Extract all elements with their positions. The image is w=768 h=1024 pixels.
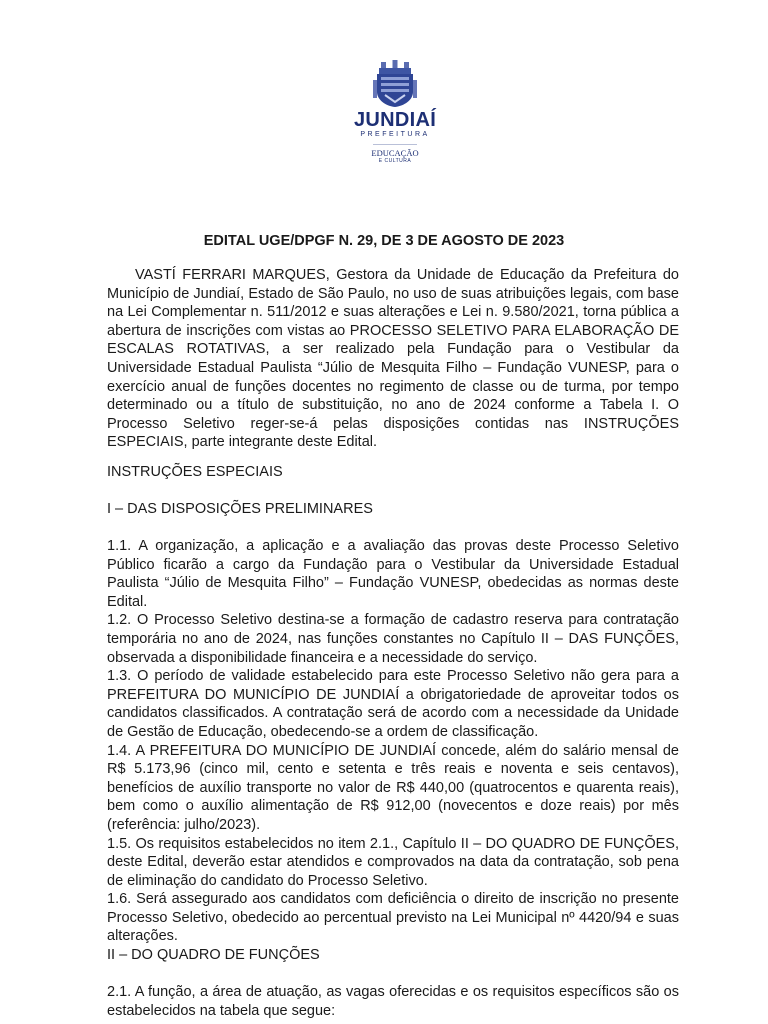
logo-subtitle: PREFEITURA bbox=[360, 131, 430, 138]
document-title: EDITAL UGE/DPGF N. 29, DE 3 DE AGOSTO DE 2023 bbox=[203, 233, 565, 249]
logo-department: EDUCAÇÃO bbox=[371, 148, 419, 158]
section-2-items bbox=[107, 983, 679, 1020]
item-2-1: 2.1. A função, a área de atuação, as vagas oferecidas e os requisitos específicos são os estabelecidos na tabela que segue: bbox=[107, 984, 679, 1019]
logo-brand: JUNDIAÍ bbox=[353, 109, 437, 131]
instructions-heading: INSTRUÇÕES ESPECIAIS bbox=[107, 464, 283, 480]
section-1-items bbox=[107, 537, 679, 946]
section-1-heading: I – DAS DISPOSIÇÕES PRELIMINARES bbox=[107, 501, 373, 517]
section-2-heading: II – DO QUADRO DE FUNÇÕES bbox=[107, 947, 320, 963]
item-1-3: 1.3. O período de validade estabelecido para este Processo Seletivo não gera para a PREFEITURA DO MUNICÍPIO DE JUNDIAÍ a obrigatoriedade de aproveitar todos os candidatos classificados. A contratação será de acordo com a necessidade da Unidade de Gestão de Educação, obedecendo-se a ordem de classificação. bbox=[107, 668, 679, 740]
city-coat-of-arms-icon bbox=[373, 60, 417, 108]
item-1-5: 1.5. Os requisitos estabelecidos no item 2.1., Capítulo II – DO QUADRO DE FUNÇÕES, deste Edital, deverão estar atendidos e comprovados na data da contratação, sob pena de eliminação do candidato do Processo Seletivo. bbox=[107, 835, 679, 889]
logo-divider bbox=[373, 144, 417, 145]
item-1-2: 1.2. O Processo Seletivo destina-se a formação de cadastro reserva para contratação temporária no ano de 2024, nas funções constantes no Capítulo II – DAS FUNÇÕES, observada a disponibilidade financeira e a necessidade do serviço. bbox=[107, 612, 679, 666]
jundiai-logo bbox=[345, 60, 445, 195]
logo-department-sub: E CULTURA bbox=[378, 158, 412, 164]
item-1-4: 1.4. A PREFEITURA DO MUNICÍPIO DE JUNDIAÍ concede, além do salário mensal de R$ 5.173,96 (cinco mil, cento e setenta e três reais e noventa e seis centavos), benefícios de auxílio transporte no valor de R$ 440,00 (quatrocentos e quarenta reais), bem como o auxílio alimentação de R$ 912,00 (novecentos e doze reais) por mês (referência: julho/2023). bbox=[107, 742, 679, 833]
intro-block bbox=[107, 266, 679, 452]
intro-paragraph: VASTÍ FERRARI MARQUES, Gestora da Unidade de Educação da Prefeitura do Município de Jundiaí, Estado de São Paulo, no uso de suas atribuições legais, com base na Lei Complementar n. 511/2012 e suas alterações e Lei n. 9.580/2021, torna pública a abertura de inscrições com vistas ao PROCESSO SELETIVO PARA ELABORAÇÃO DE ESCALAS ROTATIVAS, a ser realizado pela Fundação para o Vestibular da Universidade Estadual Paulista “Júlio de Mesquita Filho – Fundação VUNESP, para o exercício anual de funções docentes no regimento de classe ou de turma, por tempo determinado ou a título de substituição, no ano de 2024 conforme a Tabela I. O Processo Seletivo reger-se-á pelas disposições contidas nas INSTRUÇÕES ESPECIAIS, parte integrante deste Edital. bbox=[107, 267, 679, 451]
item-1-1: 1.1. A organização, a aplicação e a avaliação das provas deste Processo Seletivo Público ficarão a cargo da Fundação para o Vestibular da Universidade Estadual Paulista “Júlio de Mesquita Filho” – Fundação VUNESP, obedecidas as normas deste Edital. bbox=[107, 538, 679, 610]
item-1-6: 1.6. Será assegurado aos candidatos com deficiência o direito de inscrição no presente Processo Seletivo, obedecido ao percentual previsto na Lei Municipal nº 4420/94 e suas alterações. bbox=[107, 891, 679, 945]
